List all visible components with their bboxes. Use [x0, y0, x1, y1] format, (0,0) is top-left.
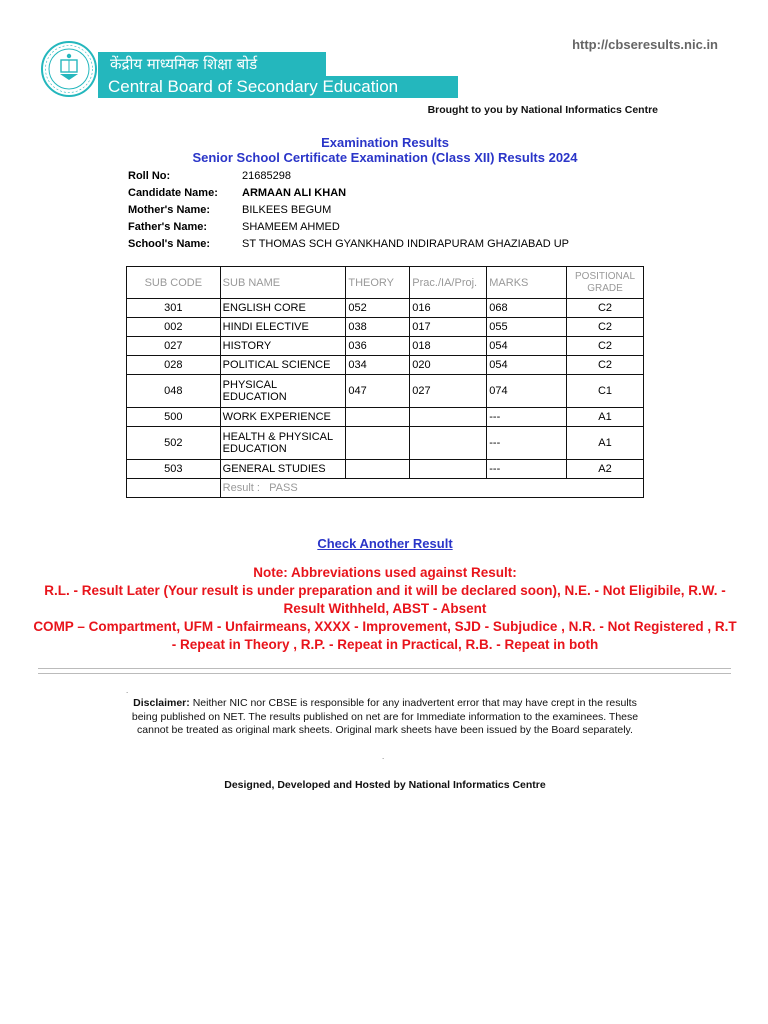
board-hindi-title: केंद्रीय माध्यमिक शिक्षा बोर्ड [98, 52, 326, 76]
father-name-row [128, 219, 569, 236]
sub-code-cell: 002 [127, 318, 221, 337]
roll-value: 21685298 [242, 170, 291, 182]
disclaimer-text: Neither NIC nor CBSE is responsible for any inadvertent error that may have crept in the results being published on NET. The results published on net are for Immediate information to the examinees. These cannot be treated as original mark sheets. Original mark sheets have been issued by the Board separately. [131, 697, 639, 736]
disclaimer [125, 697, 645, 738]
sub-code-cell: 301 [127, 299, 221, 318]
theory-cell: 038 [346, 318, 410, 337]
table-row [127, 299, 644, 318]
note-heading: Note: Abbreviations used against Result: [253, 565, 517, 580]
site-url: http://cbseresults.nic.in [572, 37, 718, 52]
dot-marker: . [382, 752, 385, 761]
school-name-value: ST THOMAS SCH GYANKHAND INDIRAPURAM GHAZIABAD UP [242, 238, 569, 250]
grade-cell: C2 [567, 299, 644, 318]
header-sub-name: SUB NAME [220, 267, 346, 299]
mother-name-value: BILKEES BEGUM [242, 204, 332, 216]
sub-code-cell: 028 [127, 356, 221, 375]
marks-cell: --- [487, 408, 567, 427]
roll-row [128, 168, 569, 185]
table-row [127, 460, 644, 479]
result-row [127, 479, 644, 498]
grade-cell: A2 [567, 460, 644, 479]
school-name-row [128, 236, 569, 253]
prac-cell: 027 [410, 375, 487, 408]
disclaimer-label: Disclaimer: [133, 697, 190, 709]
header-sub-code: SUB CODE [127, 267, 221, 299]
check-another-container [0, 535, 768, 553]
sub-name-cell: HINDI ELECTIVE [220, 318, 346, 337]
sub-code-cell: 048 [127, 375, 221, 408]
candidate-name-label: Candidate Name: [128, 187, 218, 199]
table-row [127, 356, 644, 375]
grade-cell: C1 [567, 375, 644, 408]
grade-cell: A1 [567, 427, 644, 460]
grade-cell: A1 [567, 408, 644, 427]
marks-cell: 068 [487, 299, 567, 318]
marks-cell: 054 [487, 356, 567, 375]
abbreviations-note [30, 564, 740, 654]
mother-name-label: Mother's Name: [128, 204, 211, 216]
candidate-name-row [128, 185, 569, 202]
header-prac: Prac./IA/Proj. [410, 267, 487, 299]
sub-code-cell: 027 [127, 337, 221, 356]
table-row [127, 375, 644, 408]
footer-credit: Designed, Developed and Hosted by National Informatics Centre [224, 779, 546, 791]
school-name-label: School's Name: [128, 238, 211, 250]
sub-name-cell: GENERAL STUDIES [220, 460, 346, 479]
sub-name-cell: POLITICAL SCIENCE [220, 356, 346, 375]
theory-cell: 047 [346, 375, 410, 408]
sub-code-cell: 502 [127, 427, 221, 460]
sub-code-cell: 500 [127, 408, 221, 427]
board-english-title: Central Board of Secondary Education [98, 76, 458, 98]
sub-code-cell: 503 [127, 460, 221, 479]
cbse-logo-icon [40, 40, 98, 98]
grade-cell: C2 [567, 356, 644, 375]
prac-cell [410, 408, 487, 427]
prac-cell [410, 427, 487, 460]
table-row [127, 337, 644, 356]
prac-cell [410, 460, 487, 479]
marks-table [126, 266, 644, 498]
theory-cell: 034 [346, 356, 410, 375]
table-row [127, 427, 644, 460]
brought-by-text: Brought to you by National Informatics Centre [427, 104, 658, 116]
header-positional-grade: POSITIONAL GRADE [567, 267, 644, 299]
check-another-result-link[interactable]: Check Another Result [317, 536, 453, 551]
dot-marker: . [126, 686, 129, 695]
table-row [127, 318, 644, 337]
sub-name-cell: WORK EXPERIENCE [220, 408, 346, 427]
roll-label: Roll No: [128, 170, 171, 182]
table-header-row [127, 267, 644, 299]
mother-name-row [128, 202, 569, 219]
father-name-value: SHAMEEM AHMED [242, 221, 340, 233]
prac-cell: 016 [410, 299, 487, 318]
grade-cell: C2 [567, 318, 644, 337]
divider [38, 668, 731, 674]
header-theory: THEORY [346, 267, 410, 299]
sub-name-cell: HEALTH & PHYSICAL EDUCATION [220, 427, 346, 460]
result-empty-cell [127, 479, 221, 498]
prac-cell: 020 [410, 356, 487, 375]
note-line-1: R.L. - Result Later (Your result is under preparation and it will be declared soon), N.E. - Not Eligibile, R.W. - Result Withheld, ABST - Absent [44, 583, 726, 616]
table-row [127, 408, 644, 427]
sub-name-cell: ENGLISH CORE [220, 299, 346, 318]
marks-cell: --- [487, 427, 567, 460]
candidate-name-value: ARMAAN ALI KHAN [242, 187, 347, 199]
sub-name-cell: HISTORY [220, 337, 346, 356]
marks-cell: 055 [487, 318, 567, 337]
candidate-info [128, 168, 569, 253]
sub-name-cell: PHYSICAL EDUCATION [220, 375, 346, 408]
marks-cell: 074 [487, 375, 567, 408]
theory-cell [346, 408, 410, 427]
result-status: Result : PASS [220, 479, 643, 498]
header-marks: MARKS [487, 267, 567, 299]
father-name-label: Father's Name: [128, 221, 208, 233]
marks-cell: 054 [487, 337, 567, 356]
note-line-2: COMP – Compartment, UFM - Unfairmeans, XXXX - Improvement, SJD - Subjudice , N.R. - Not Registered , R.T - Repeat in Theory , R.P. - Repeat in Practical, R.B. - Repeat in both [33, 619, 737, 652]
prac-cell: 017 [410, 318, 487, 337]
grade-cell: C2 [567, 337, 644, 356]
prac-cell: 018 [410, 337, 487, 356]
theory-cell: 036 [346, 337, 410, 356]
marks-cell: --- [487, 460, 567, 479]
theory-cell: 052 [346, 299, 410, 318]
theory-cell [346, 427, 410, 460]
exam-subheading: Senior School Certificate Examination (Class XII) Results 2024 [192, 150, 578, 165]
exam-heading: Examination Results [321, 135, 449, 150]
theory-cell [346, 460, 410, 479]
